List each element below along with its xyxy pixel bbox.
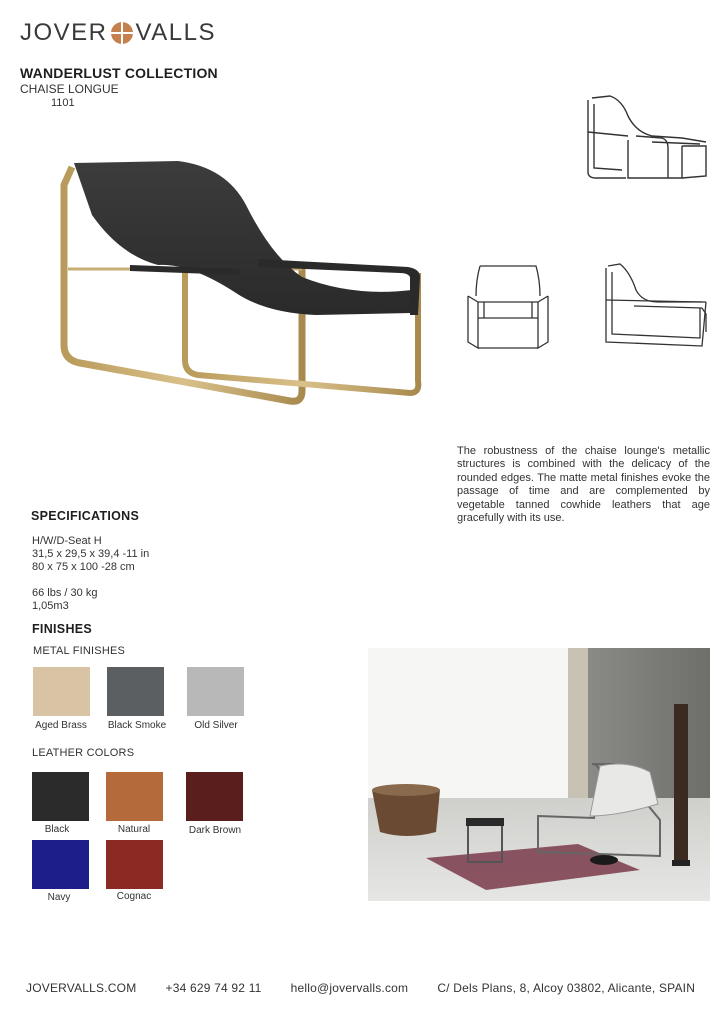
swatch-old-silver[interactable] <box>187 667 244 716</box>
swatch-aged-brass[interactable] <box>33 667 90 716</box>
footer <box>26 981 695 995</box>
footer-website-link[interactable]: JOVERVALLS.COM <box>26 981 137 995</box>
metal-finishes-heading: METAL FINISHES <box>33 645 126 657</box>
spec-line: H/W/D-Seat H <box>32 535 102 547</box>
collection-subtitle: CHAISE LONGUE <box>20 82 119 96</box>
chaise-longue-photo <box>40 145 440 415</box>
chair-side-drawing <box>602 262 712 350</box>
specifications-heading: SPECIFICATIONS <box>31 509 140 523</box>
swatch-label: Aged Brass <box>35 720 87 731</box>
brand-logo <box>20 18 216 48</box>
footer-phone[interactable]: +34 629 74 92 11 <box>165 981 262 995</box>
chair-front-drawing <box>464 262 552 354</box>
room-photo <box>368 648 710 901</box>
finishes-heading: FINISHES <box>32 622 93 636</box>
spec-line: 31,5 x 29,5 x 39,4 -11 in <box>32 548 150 560</box>
footer-email-link[interactable]: hello@jovervalls.com <box>290 981 409 995</box>
swatch-label: Black <box>44 824 70 835</box>
spec-line: 1,05m3 <box>32 600 69 612</box>
swatch-label: Cognac <box>116 891 152 902</box>
swatch-natural[interactable] <box>106 772 163 821</box>
spec-line: 80 x 75 x 100 -28 cm <box>32 561 135 573</box>
swatch-black[interactable] <box>32 772 89 821</box>
chair-perspective-drawing <box>582 92 712 182</box>
swatch-navy[interactable] <box>32 840 89 889</box>
spec-line: 66 lbs / 30 kg <box>32 587 98 599</box>
swatch-label: Dark Brown <box>188 825 242 836</box>
swatch-label: Black Smoke <box>107 720 167 731</box>
swatch-label: Old Silver <box>194 720 238 731</box>
logo-cross-icon <box>111 22 133 44</box>
swatch-label: Navy <box>47 892 71 903</box>
swatch-black-smoke[interactable] <box>107 667 164 716</box>
collection-title: WANDERLUST COLLECTION <box>20 65 218 81</box>
swatch-cognac[interactable] <box>106 840 163 889</box>
collection-code: 1101 <box>51 97 75 109</box>
swatch-label: Natural <box>117 824 151 835</box>
leather-colors-heading: LEATHER COLORS <box>32 747 135 759</box>
product-description: The robustness of the chaise lounge's metallic structures is combined with the delicacy of the rounded edges. The matte metal finishes evoke the passage of time and are complemented by vegetable tanned cowhide leathers that age gracefully with its use. <box>457 445 710 525</box>
brand-left: JOVER <box>20 19 108 46</box>
brand-right: VALLS <box>135 19 216 46</box>
swatch-dark-brown[interactable] <box>186 772 243 821</box>
footer-address: C/ Dels Plans, 8, Alcoy 03802, Alicante, SPAIN <box>437 981 696 995</box>
